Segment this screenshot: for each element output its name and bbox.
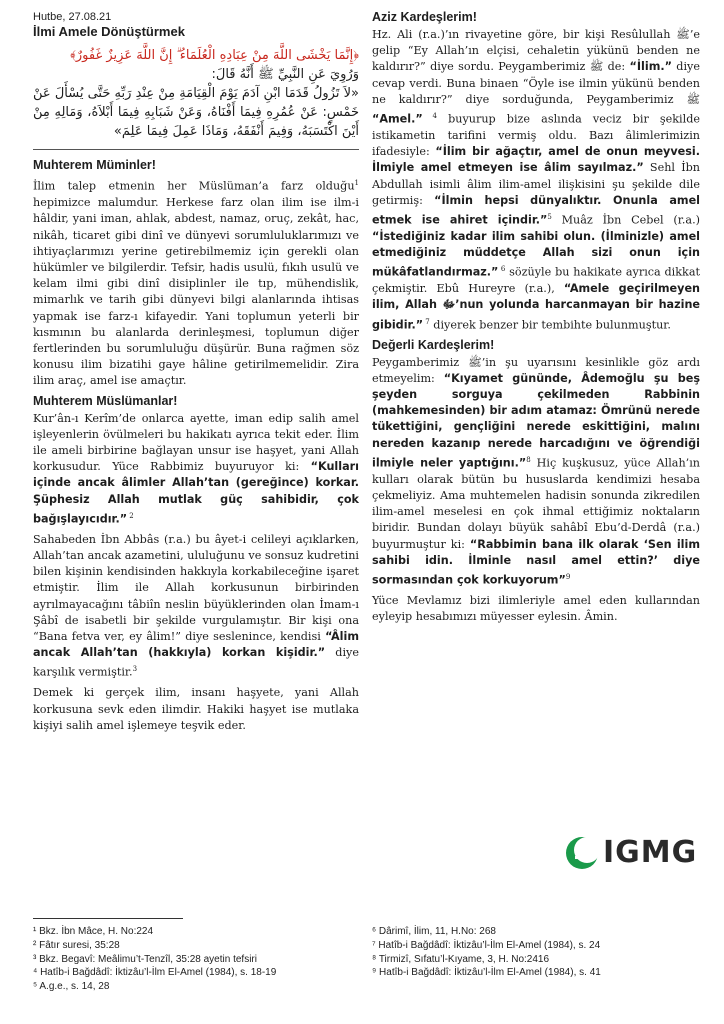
section-heading-2: Muhterem Müslümanlar!	[33, 393, 178, 408]
footnote: ³ Bkz. Begavî: Meâlimu’t-Tenzîl, 35:28 ayetin tefsiri	[33, 953, 257, 965]
divider	[33, 149, 359, 150]
footnote: ² Fâtır suresi, 35:28	[33, 939, 120, 951]
paragraph-6: Peygamberimiz ﷺ’in şu uyarısını kesinlikle göz ardı etmeyelim: “Kıyamet gününde, Âdemoğlu şu beş şeyden sorguya çekilmeden Rabbinin (mahkemesinden) bir adım atamaz: Ömrünü nerede tükettiğini, gençliğini nerede eskittiğini, malını nereden kazanıp nerede harcadığını ve öğrendiği ilmiyle neler yaptığını.”$^8$ Hiç kuşkusuz, yüce Allah’ın kulları olarak bütün bu hususlarda kendimizi hesaba çekmeliyiz. Ama muhtemelen hadisin sonunda zikredilen ilim-amel meselesi en çok ihmal ettiğimiz noktaların biridir. Bundan dolayı büyük sahâbî Ebu’d-Derdâ (r.a.) buyurmuştur ki: “Rabbimin bana ilk olarak ‘Sen ilim sahibi idin. İlminle nasıl amel ettin?’ diye sormasından çok korkuyorum”$^9$	[372, 355, 701, 587]
paragraph-7: Yüce Mevlamız bizi ilimleriyle amel eden kullarından eyleyip hesabımızı müyesser eylesin. Âmin.	[372, 593, 700, 624]
right-column	[372, 10, 700, 629]
arabic-hadith: «لاَ تَزُولُ قَدَمَا ابْنِ آدَمَ يَوْمَ الْقِيَامَةِ مِنْ عِنْدِ رَبِّهِ حَتَّى يُسْأَلَ عَنْ خَمْسٍ: عَنْ عُمُرِهِ فِيمَا أَفْنَاهُ، وَعَنْ شَبَابِهِ فِيمَا أَبْلاَهُ، وَمَالِهِ مِنْ أَيْنَ اكْتَسَبَهُ، وَفِيمَ أَنْفَقَهُ، وَمَاذَا عَمِلَ فِيمَا عَلِمَ»	[33, 86, 359, 140]
footnote: ⁷ Hatîb-i Bağdâdî: İktizâu’l-İlm El-Amel (1984), s. 24	[372, 939, 601, 951]
arabic-hadith-intro: وَرُوِيَ عَنِ النَّبِيِّ ﷺ أَنَّهُ قَالَ:	[211, 67, 359, 83]
footnote: ⁹ Hatîb-i Bağdâdî: İktizâu’l-İlm El-Amel (1984), s. 41	[372, 967, 601, 979]
paragraph-3: Sahabeden İbn Abbâs (r.a.) bu âyet-i celileyi açıklarken, Allah’tan ancak azametini, ululuğunu ve sonsuz kudretini bilen kişinin kendisinden hakkıyla korkabileceğine işaret etmiştir. İlim ile Allah korkusunun birbirinden ayrılmayacağını tâbiîn neslin büyüklerinden olan İmam-ı Şâbî de isabetli bir şekilde vurgulamıştır. Bir kişi ona “Bana fetva ver, ey âlim!” diye seslenince, kendisi “Âlim ancak Allah’tan (hakkıyla) korkan kişidir.” diye karşılık vermiştir.$^3$	[33, 532, 359, 680]
footnotes-right	[372, 925, 601, 980]
section-heading-3: Aziz Kardeşlerim!	[372, 10, 477, 24]
footnote: ¹ Bkz. İbn Mâce, H. No:224	[33, 926, 154, 937]
paragraph-4: Demek ki gerçek ilim, insanı haşyete, yani Allah korkusuna sevk eden ilimdir. Hakiki haşyet ise mutlaka kişiyi salih amel işlemeye teşvik eder.	[33, 686, 359, 732]
logo-text: IGMG	[603, 835, 698, 870]
section-heading-1: Muhterem Müminler!	[33, 158, 156, 173]
paragraph-1: İlim talep etmenin her Müslüman’a farz olduğu$^1$ hepimizce malumdur. Herkese farz olan ilim ise ilm-i hâldir, yani iman, ahlak, abdest, namaz, oruç, zekât, hac, nikâh, ticaret gibi dinî ve dünyevi sorumluluklarımızı ve ihtiyaçlarımızı yerine getirebilmemiz için gerekli olan hükümler ve bilgilerdir. Tefsir, hadis usulü, fıkıh usulü ve kelam ilmi gibi dinî disiplinler ile tıp, mühendislik, mimarlık ve tarih gibi dünyevi bilgi alanlarında ihtisas yapmak ise farz-ı kifayedir. Yani toplumun yeterli bir kısmının bu alanlarda derinleşmesi, toplumun diğer fertlerinden bu sorumluluğu düşürür. Buna rağmen söz konusu ilim bizatihi gaye hâline getirilmemelidir. Zira ilim araç, amel ise amaçtır.	[33, 179, 359, 388]
crescent-logo-icon	[565, 836, 599, 870]
footnote-divider-left	[33, 918, 183, 919]
footnote: ⁵ A.g.e., s. 14, 28	[33, 981, 110, 993]
sermon-date: Hutbe, 27.08.21	[33, 11, 112, 23]
left-column	[33, 10, 359, 738]
quran-verse: ﴿إِنَّمَا يَخْشَى اللَّهَ مِنْ عِبَادِهِ الْعُلَمَاءُ ۗ إِنَّ اللَّهَ عَزِيزٌ غَفُورٌ﴾	[70, 48, 359, 64]
paragraph-5: Hz. Ali (r.a.)’ın rivayetine göre, bir kişi Resûlullah ﷺ’e gelip “Ey Allah’ın elçisi, cehaletin yükünü benden ne kaldırır?” diye sordu. Peygamberimiz ﷺ de: “İlim.” diye cevap verdi. Buna binaen “Öyle ise ilmin yükünü benden ne kaldırır?” diye sorduğunda, Peygamberimiz ﷺ “Amel.” $^4$ buyurup bize aslında veciz bir şekilde istikametin tarifini vermiş oldu. Bazı âlimlerimizin ifadesiyle: “İlim bir ağaçtır, amel de onun meyvesi. İlmiyle amel etmeyen ise âlim sayılmaz.” Sehl İbn Abdullah isimli âlim ilim-amel ilişkisini şu şekilde dile getirmiş: “İlmin hepsi dünyalıktır. Onunla amel etmek ise ahiret içindir.”$^5$ Muâz İbn Cebel (r.a.) “İstediğiniz kadar ilim sahibi olun. (İlminizle) amel etmediğiniz müddetçe Allah sizi onun için mükâfatlandırmaz.” $^6$ sözüyle bu hakikate ayrıca dikkat çekmiştir. Ebû Hureyre (r.a.), “Amele geçirilmeyen ilim, Allah ﷻ’nun yolunda harcanmayan bir hazine gibidir.” $^7$ diyerek benzer bir tembihte bulunmuştur.	[372, 28, 701, 332]
arabic-verse	[33, 46, 359, 65]
sermon-title: İlmi Amele Dönüştürmek	[33, 24, 185, 39]
igmg-logo	[565, 835, 697, 870]
section-heading-4: Değerli Kardeşlerim!	[372, 337, 495, 352]
paragraph-2: Kur’ân-ı Kerîm’de onlarca ayette, iman edip salih amel işleyenlerin övülmeleri bu hakikatı ayrıca tekit eder. İlim ile ameli birbirine bağlayan unsur ise haşyet, yani Allah korkusudur. Yüce Rabbimiz buyuruyor ki: “Kulları içinde ancak âlimler Allah’tan (gereğince) korkar. Şüphesiz Allah mutlak güç sahibidir, çok bağışlayıcıdır.” $^2$	[33, 411, 359, 526]
footnotes-left	[33, 925, 276, 994]
footnote: ⁶ Dârimî, İlim, 11, H.No: 268	[372, 926, 496, 937]
footnote: ⁴ Hatîb-i Bağdâdî: İktizâu’l-İlm El-Amel (1984), s. 18-19	[33, 967, 277, 979]
footnote: ⁸ Tirmizî, Sıfatu’l-Kıyame, 3, H. No:2416	[372, 953, 550, 965]
